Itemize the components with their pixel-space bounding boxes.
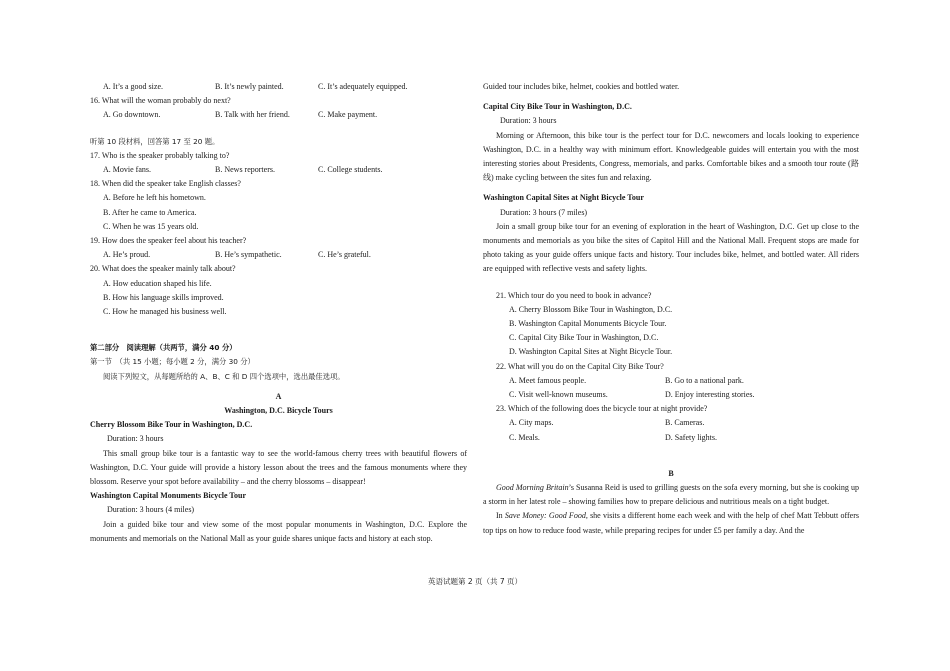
passage-a-title: Washington, D.C. Bicycle Tours [224,406,333,416]
tour4-text: Join a small group bike tour for an evening of exploration in the heart of Washington, D.C. Get up close to the monuments and memorials as you bike the sites of Capitol Hill and the National Mall. Frequent stops are made for photo taking as your guide offers unique facts and history. Tour includes bike, helmet, and bottled water. All riders are equipped with reflective vests and safety lights. [483,221,859,274]
q22-option-c: C. Visit well-known museums. [509,390,608,400]
left-column [90,80,467,546]
q23-option-b: B. Cameras. [665,418,705,428]
q19-options [90,248,467,262]
q22-option-d: D. Enjoy interesting stories. [665,390,755,400]
passage-b-paragraph-1 [483,481,859,509]
q20-question: 20. What does the speaker mainly talk about? [90,264,236,274]
q17-option-a: A. Movie fans. [103,165,151,175]
tour2-title: Washington Capital Monuments Bicycle Tour [90,491,247,501]
q19-option-a: A. He’s proud. [103,250,151,260]
q23-option-d: D. Safety lights. [665,432,717,442]
tour1-duration: Duration: 3 hours [107,434,164,444]
tour1-title: Cherry Blossom Bike Tour in Washington, D.C. [90,420,253,430]
passage-b-p2-text: , she visits a different home each week and with the help of chef Matt Tebbutt offers top tips on how to reduce food waste, while preparing recipes for under £5 per family a day. And the [483,511,859,535]
q23-option-a: A. City maps. [509,418,554,428]
listening-instruction: 听第 10 段材料，回答第 17 至 20 题。 [90,136,220,146]
q21-option-d: D. Washington Capital Sites at Night Bicycle Tour. [509,347,673,357]
q20-option-c: C. How he managed his business well. [103,307,227,317]
q18-question: 18. When did the speaker take English classes? [90,179,241,189]
right-column [483,80,859,538]
q23-options-row1 [483,416,859,430]
q23-option-c: C. Meals. [509,432,540,442]
q19-option-c: C. He’s grateful. [318,250,371,260]
q23-question: 23. Which of the following does the bicycle tour at night provide? [496,404,708,414]
q21-option-b: B. Washington Capital Monuments Bicycle Tour. [509,319,667,329]
tour3-duration: Duration: 3 hours [500,116,557,126]
show-title-save-money: Save Money: Good Food [504,511,586,521]
tour3-text: Morning or Afternoon, this bike tour is the perfect tour for D.C. newcomers and locals looking to experience Washington, D.C. in a healthy way with minimum effort. Knowledgeable guides will entertain you with the most interesting stories about Presidents, Congress, memorials, and parks. Comfortable bikes and a smooth tour route (路线) make cycling between the sites fun and relaxing. [483,130,859,183]
q17-options [90,163,467,177]
q16-option-b: B. Talk with her friend. [215,110,290,120]
page-footer: 英语试题第 2 页（共 7 页） [427,577,523,586]
q22-option-a: A. Meet famous people. [509,375,587,385]
q22-question: 22. What will you do on the Capital City Bike Tour? [496,361,664,371]
tour2-text: Join a guided bike tour and view some of the most popular monuments in Washington, D.C. Explore the monuments and memorials on the National Mall as your guide shares unique facts and history at each stop. [90,519,467,543]
q17-option-c: C. College students. [318,165,383,175]
passage-b-letter: B [668,468,674,478]
q16-option-c: C. Make payment. [318,110,378,120]
q18-option-b: B. After he came to America. [103,207,197,217]
show-title-good-morning-britain: Good Morning Britain [496,483,569,493]
passage-b-paragraph-2 [483,509,859,537]
tour1-text: This small group bike tour is a fantastic way to see the world-famous cherry trees with beautiful flowers of Washington, D.C. Your guide will provide a history lesson about the trees and the famous monuments where they blossom. Reserve your spot before availability – and the cherry blossoms – disappear! [90,448,467,487]
section1-instruction: 阅读下列短文，从每题所给的 A、B、C 和 D 四个选项中，选出最佳选项。 [103,371,345,381]
q18-option-c: C. When he was 15 years old. [103,221,199,231]
q16-question: 16. What will the woman probably do next? [90,96,231,106]
q15-option-a: A. It’s a good size. [103,82,163,91]
q17-option-b: B. News reporters. [215,165,275,175]
q23-options-row2 [483,431,859,445]
tour4-duration: Duration: 3 hours (7 miles) [500,207,588,217]
q16-option-a: A. Go downtown. [103,110,161,120]
q15-option-c: C. It’s adequately equipped. [318,82,408,91]
q16-options [90,108,467,122]
q22-options-row1 [483,374,859,388]
q19-option-b: B. He’s sympathetic. [215,250,282,260]
part2-title: 第二部分 阅读理解（共两节，满分 40 分） [90,343,237,353]
q21-question: 21. Which tour do you need to book in advance? [496,290,652,300]
tour2-text-continued: Guided tour includes bike, helmet, cookies and bottled water. [483,82,680,91]
passage-b-p2-lead: In [496,511,505,521]
tour4-title: Washington Capital Sites at Night Bicycle Tour [483,193,644,203]
q15-option-b: B. It’s newly painted. [215,82,284,91]
section1-header: 第一节 （共 15 小题；每小题 2 分，满分 30 分） [90,357,255,367]
q21-option-a: A. Cherry Blossom Bike Tour in Washington, D.C. [509,304,673,314]
passage-a-letter: A [275,391,282,401]
passage-b-p1-text: ’s Susanna Reid is used to grilling guests on the sofa every morning, but she is cooking up a storm in her latest role – showing families how to prepare delicious and nutritious meals on a tight budget. [483,483,859,507]
q19-question: 19. How does the speaker feel about his teacher? [90,236,247,246]
q20-option-a: A. How education shaped his life. [103,278,212,288]
tour2-duration: Duration: 3 hours (4 miles) [107,505,195,515]
q20-option-b: B. How his language skills improved. [103,292,224,302]
q21-option-c: C. Capital City Bike Tour in Washington, D.C. [509,333,659,343]
q18-option-a: A. Before he left his hometown. [103,193,206,203]
q22-options-row2 [483,388,859,402]
tour3-title: Capital City Bike Tour in Washington, D.C. [483,102,632,112]
q17-question: 17. Who is the speaker probably talking to? [90,150,230,160]
q15-options [90,80,467,94]
q22-option-b: B. Go to a national park. [665,375,744,385]
